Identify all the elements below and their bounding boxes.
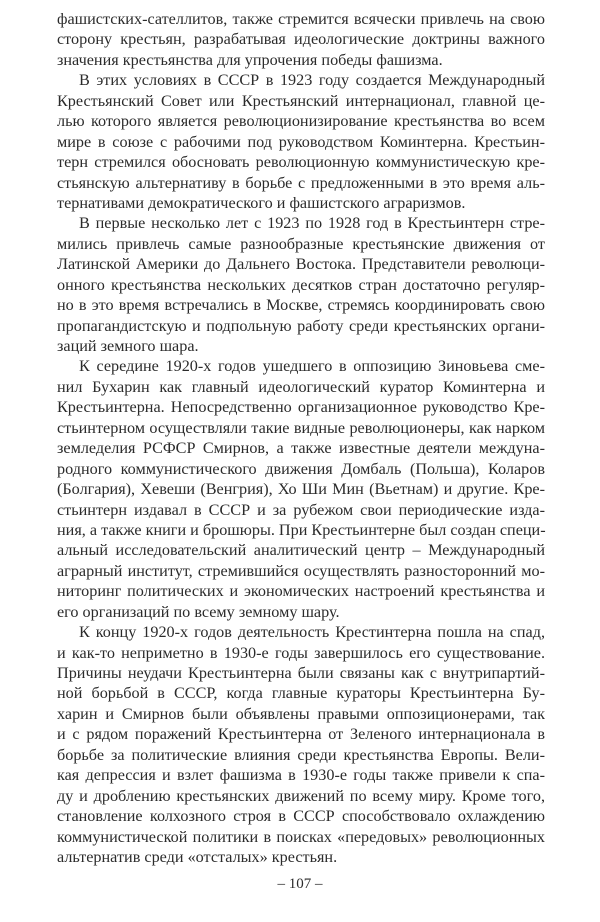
text-line: и с рядом поражений Крестьинтерна от Зеленого интернационала в: [57, 725, 545, 744]
text-line: значения крестьянства для упрочения победы фашизма.: [57, 50, 443, 69]
text-line: пропагандистскую и подпольную работу среди крестьянских органи-: [57, 316, 545, 335]
text-line: заций земного шара.: [57, 337, 199, 355]
text-line: ной борьбой в СССР, когда главные кураторы Крестьинтерна Бу-: [57, 684, 545, 703]
text-line: но в это время встречались в Москве, стремясь координировать свою: [57, 296, 545, 315]
text-line: родного коммунистического движения Домбаль (Польша), Коларов: [57, 459, 545, 478]
text-line: альтернатив среди «отсталых» крестьян.: [57, 847, 338, 866]
text-line: коммунистической политики в поисках «передовых» революционных: [57, 827, 545, 846]
text-line: ду и дроблению крестьянских движений по всему миру. Кроме того,: [57, 786, 545, 805]
text-line: и как-то неприметно в 1930-е годы завершилось его существование.: [57, 643, 545, 662]
page-number: – 107 –: [277, 876, 323, 892]
text-line: нил Бухарин как главный идеологический куратор Коминтерна и: [57, 377, 545, 396]
text-line: К концу 1920-х годов деятельность Крестинтерна пошла на спад,: [79, 623, 545, 642]
text-line: Крестьянский Совет или Крестьянский интернационал, главной це-: [57, 91, 545, 110]
paragraph: [57, 213, 545, 356]
text-line: стьянскую альтернативу в борьбе с предложенными в это время аль-: [57, 173, 545, 192]
text-line: аграрный институт, стремившийся осуществлять разносторонний мо-: [57, 561, 545, 580]
text-line: стьинтерном осуществляли такие видные революционеры, как нарком: [57, 418, 545, 437]
text-line: его организаций по всему земному шару.: [57, 602, 340, 621]
text-line: Латинской Америки до Дальнего Востока. Представители революци-: [57, 255, 545, 274]
text-line: Причины неудачи Крестьинтерна были связаны как с внутрипартий-: [57, 664, 545, 682]
text-line: земледелия РСФСР Смирнов, а также известные деятели междуна-: [57, 439, 545, 458]
text-line: стьинтерн издавал в СССР и за рубежом свои периодические изда-: [57, 500, 545, 519]
text-line: альный исследовательский аналитический центр – Международный: [57, 541, 545, 560]
text-line: становление колхозного строя в СССР способствовало охлаждению: [57, 807, 545, 826]
text-line: фашистских-сателлитов, также стремится всячески привлечь на свою: [57, 10, 545, 28]
paragraph: [57, 356, 545, 622]
text-line: онного крестьянства нескольких десятков стран достаточно регуляр-: [57, 275, 545, 294]
text-line: ниторинг политических и экономических настроений крестьянства и: [57, 582, 545, 601]
text-line: ния, а также книги и брошюры. При Крестьинтерне был создан специ-: [57, 520, 546, 539]
text-line: В первые несколько лет с 1923 по 1928 год в Крестьинтерн стре-: [79, 214, 545, 233]
text-line: борьбе за политические влияния среди крестьянства Европы. Вели-: [57, 745, 545, 764]
text-line: сторону крестьян, разрабатывая идеологические доктрины важного: [57, 30, 545, 49]
text-line: мире в союзе с рабочими под руководством Коминтерна. Крестьин-: [57, 132, 545, 151]
paragraph: [57, 9, 545, 70]
text-line: (Болгария), Хевеши (Венгрия), Хо Ши Мин (Вьетнам) и другие. Кре-: [57, 480, 545, 499]
text-line: терн стремился обосновать революционную коммунистическую кре-: [57, 153, 545, 172]
text-line: В этих условиях в СССР в 1923 году создается Международный: [79, 71, 545, 90]
text-line: мились привлечь самые разнообразные крестьянские движения от: [57, 234, 545, 253]
text-line: харин и Смирнов были объявлены правыми оппозиционерами, так: [57, 704, 545, 723]
text-line: Крестьинтерна. Непосредственно организационное руководство Кре-: [57, 398, 545, 417]
text-line: кая депрессия и взлет фашизма в 1930-е годы также привели к спа-: [57, 766, 545, 785]
paragraph: [57, 70, 545, 213]
body-text: [57, 9, 545, 867]
text-line: тернативами демократического и фашистского аграризмов.: [57, 193, 466, 212]
text-line: лью которого является революционизирование крестьянства во всем: [57, 112, 545, 131]
text-line: К середине 1920-х годов ушедшего в оппозицию Зиновьева сме-: [79, 357, 545, 376]
paragraph: [57, 622, 545, 867]
